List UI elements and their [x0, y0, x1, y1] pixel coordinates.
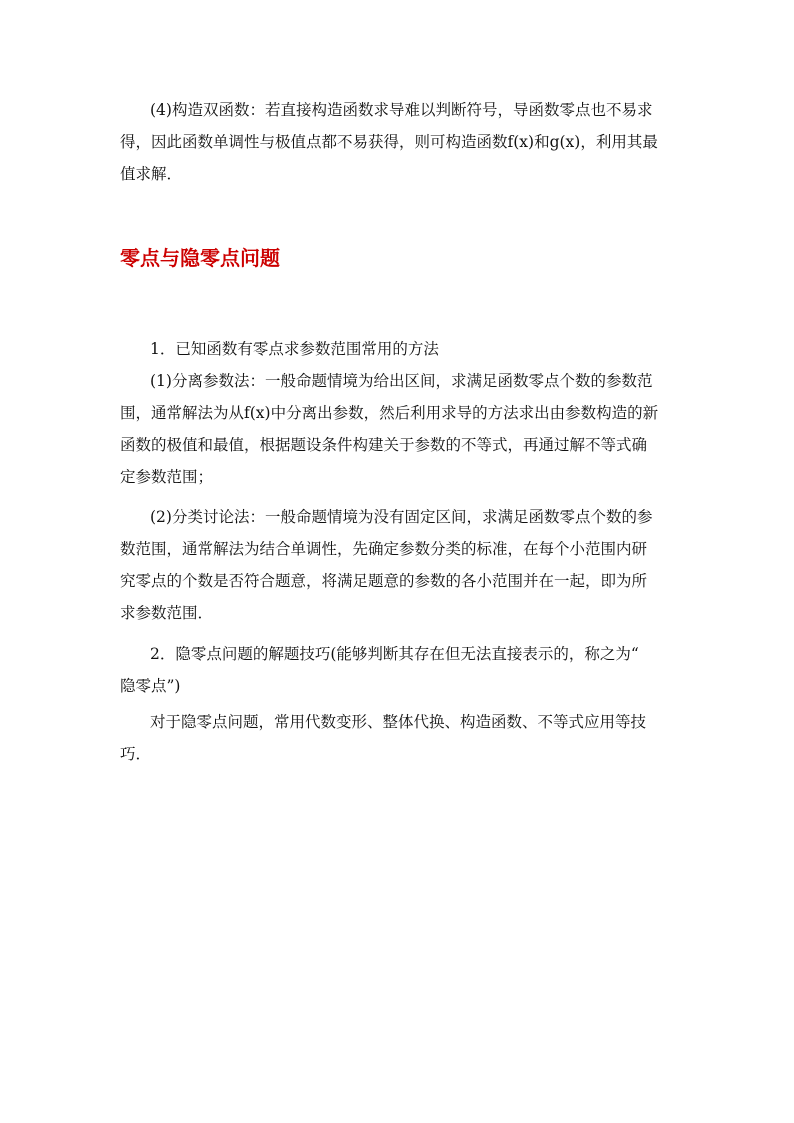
- text-line: 定参数范围；: [120, 468, 214, 486]
- text-line: 究零点的个数是否符合题意，将满足题意的参数的各小范围并在一起，即为所: [120, 572, 648, 590]
- text-line: 对于隐零点问题，常用代数变形、整体代换、构造函数、不等式应用等技: [150, 713, 647, 731]
- text-line: 值求解．: [120, 165, 183, 183]
- section-heading: 零点与隐零点问题: [120, 246, 280, 270]
- paragraph-point2: [120, 638, 676, 702]
- paragraph-point1-title: [120, 333, 676, 365]
- paragraph-double-function: [120, 94, 676, 190]
- text-line: 1．已知函数有零点求参数范围常用的方法: [150, 340, 439, 358]
- text-line: 数范围，通常解法为结合单调性，先确定参数分类的标准，在每个小范围内研: [120, 540, 648, 558]
- paragraph-method1: [120, 365, 676, 493]
- text-line: 围，通常解法为从f(x)中分离出参数，然后利用求导的方法求出由参数构造的新: [120, 404, 659, 422]
- text-line: 巧．: [120, 745, 152, 763]
- text-line: (4)构造双函数：若直接构造函数求导难以判断符号，导函数零点也不易求: [150, 101, 653, 119]
- text-line: 得，因此函数单调性与极值点都不易获得，则可构造函数f(x)和g(x)，利用其最: [120, 133, 658, 151]
- text-line: 2．隐零点问题的解题技巧(能够判断其存在但无法直接表示的，称之为“: [150, 645, 639, 663]
- text-line: (2)分类讨论法：一般命题情境为没有固定区间，求满足函数零点个数的参: [150, 508, 653, 526]
- text-line: 求参数范围．: [120, 604, 214, 622]
- text-line: (1)分离参数法：一般命题情境为给出区间，求满足函数零点个数的参数范: [150, 372, 653, 390]
- paragraph-hidden-zero-tips: [120, 706, 676, 770]
- text-line: 函数的极值和最值，根据题设条件构建关于参数的不等式，再通过解不等式确: [120, 436, 648, 454]
- text-line: 隐零点”): [120, 677, 181, 695]
- paragraph-method2: [120, 501, 676, 629]
